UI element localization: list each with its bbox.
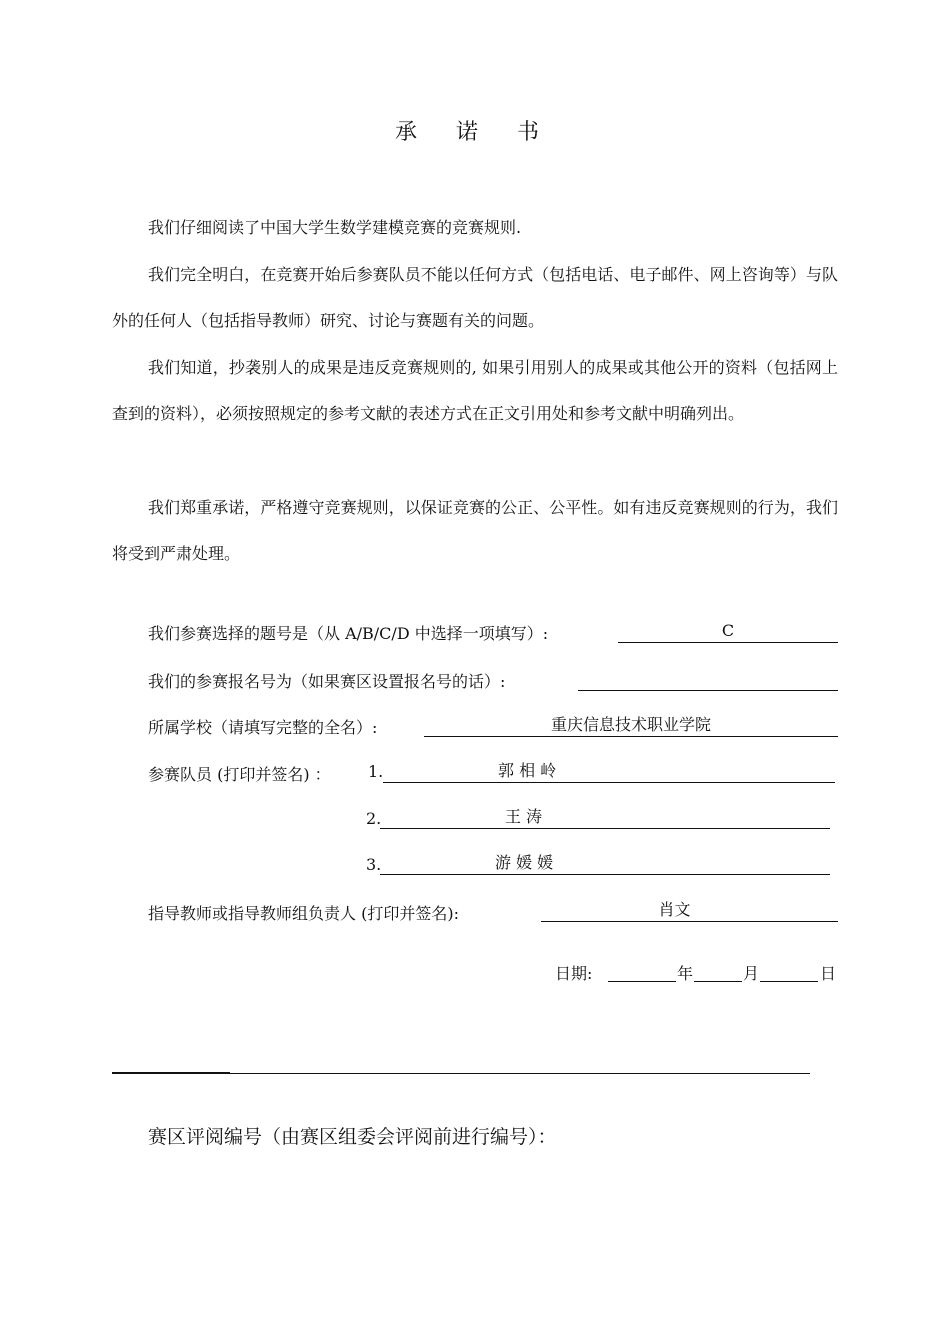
school-field[interactable]: 重庆信息技术职业学院	[424, 714, 838, 737]
paragraph-3: 我们知道，抄袭别人的成果是违反竞赛规则的, 如果引用别人的成果或其他公开的资料（包括网上查到的资料），必须按照规定的参考文献的表述方式在正文引用处和参考文献中明确列出。	[112, 358, 838, 423]
members-label: 参赛队员 (打印并签名) ：	[148, 765, 331, 784]
member-3-name: 游 媛 媛	[495, 853, 554, 872]
member-2-number: 2.	[366, 809, 382, 828]
member-1-number: 1.	[368, 762, 384, 781]
paragraph-2: 我们完全明白，在竞赛开始后参赛队员不能以任何方式（包括电话、电子邮件、网上咨询等）与队外的任何人（包括指导教师）研究、讨论与赛题有关的问题。	[112, 265, 838, 330]
registration-label: 我们的参赛报名号为（如果赛区设置报名号的话）:	[148, 672, 506, 691]
member-1-field[interactable]	[383, 760, 835, 783]
advisor-name: 肖文	[658, 900, 691, 919]
member-3-field[interactable]	[380, 852, 830, 875]
member-1-name: 郭 相 岭	[498, 761, 557, 780]
date-day-field[interactable]	[760, 959, 818, 982]
member-3-number: 3.	[366, 855, 382, 874]
paragraph-4: 我们郑重承诺，严格遵守竞赛规则，以保证竞赛的公正、公平性。如有违反竞赛规则的行为，我们将受到严肃处理。	[112, 498, 838, 563]
review-number-label: 赛区评阅编号（由赛区组委会评阅前进行编号）：	[148, 1126, 557, 1148]
advisor-field[interactable]	[541, 899, 838, 922]
date-month-label: 月	[743, 964, 760, 983]
school-label: 所属学校（请填写完整的全名）:	[148, 718, 378, 737]
date-year-field[interactable]	[608, 959, 676, 982]
date-year-label: 年	[677, 964, 694, 983]
separator-line-accent	[112, 1072, 230, 1073]
paragraph-1: 我们仔细阅读了中国大学生数学建模竞赛的竞赛规则.	[148, 218, 522, 237]
problem-label: 我们参赛选择的题号是（从 A/B/C/D 中选择一项填写）:	[148, 624, 549, 643]
member-2-name: 王 涛	[505, 807, 543, 826]
member-2-field[interactable]	[380, 806, 830, 829]
separator-line	[112, 1073, 810, 1074]
problem-field[interactable]: C	[618, 620, 838, 643]
date-day-label: 日	[820, 964, 837, 983]
date-month-field[interactable]	[694, 959, 742, 982]
date-label: 日期:	[555, 964, 593, 983]
advisor-label: 指导教师或指导教师组负责人 (打印并签名):	[148, 904, 459, 923]
page-title: 承 诺 书	[395, 120, 555, 145]
registration-field[interactable]	[578, 668, 838, 691]
